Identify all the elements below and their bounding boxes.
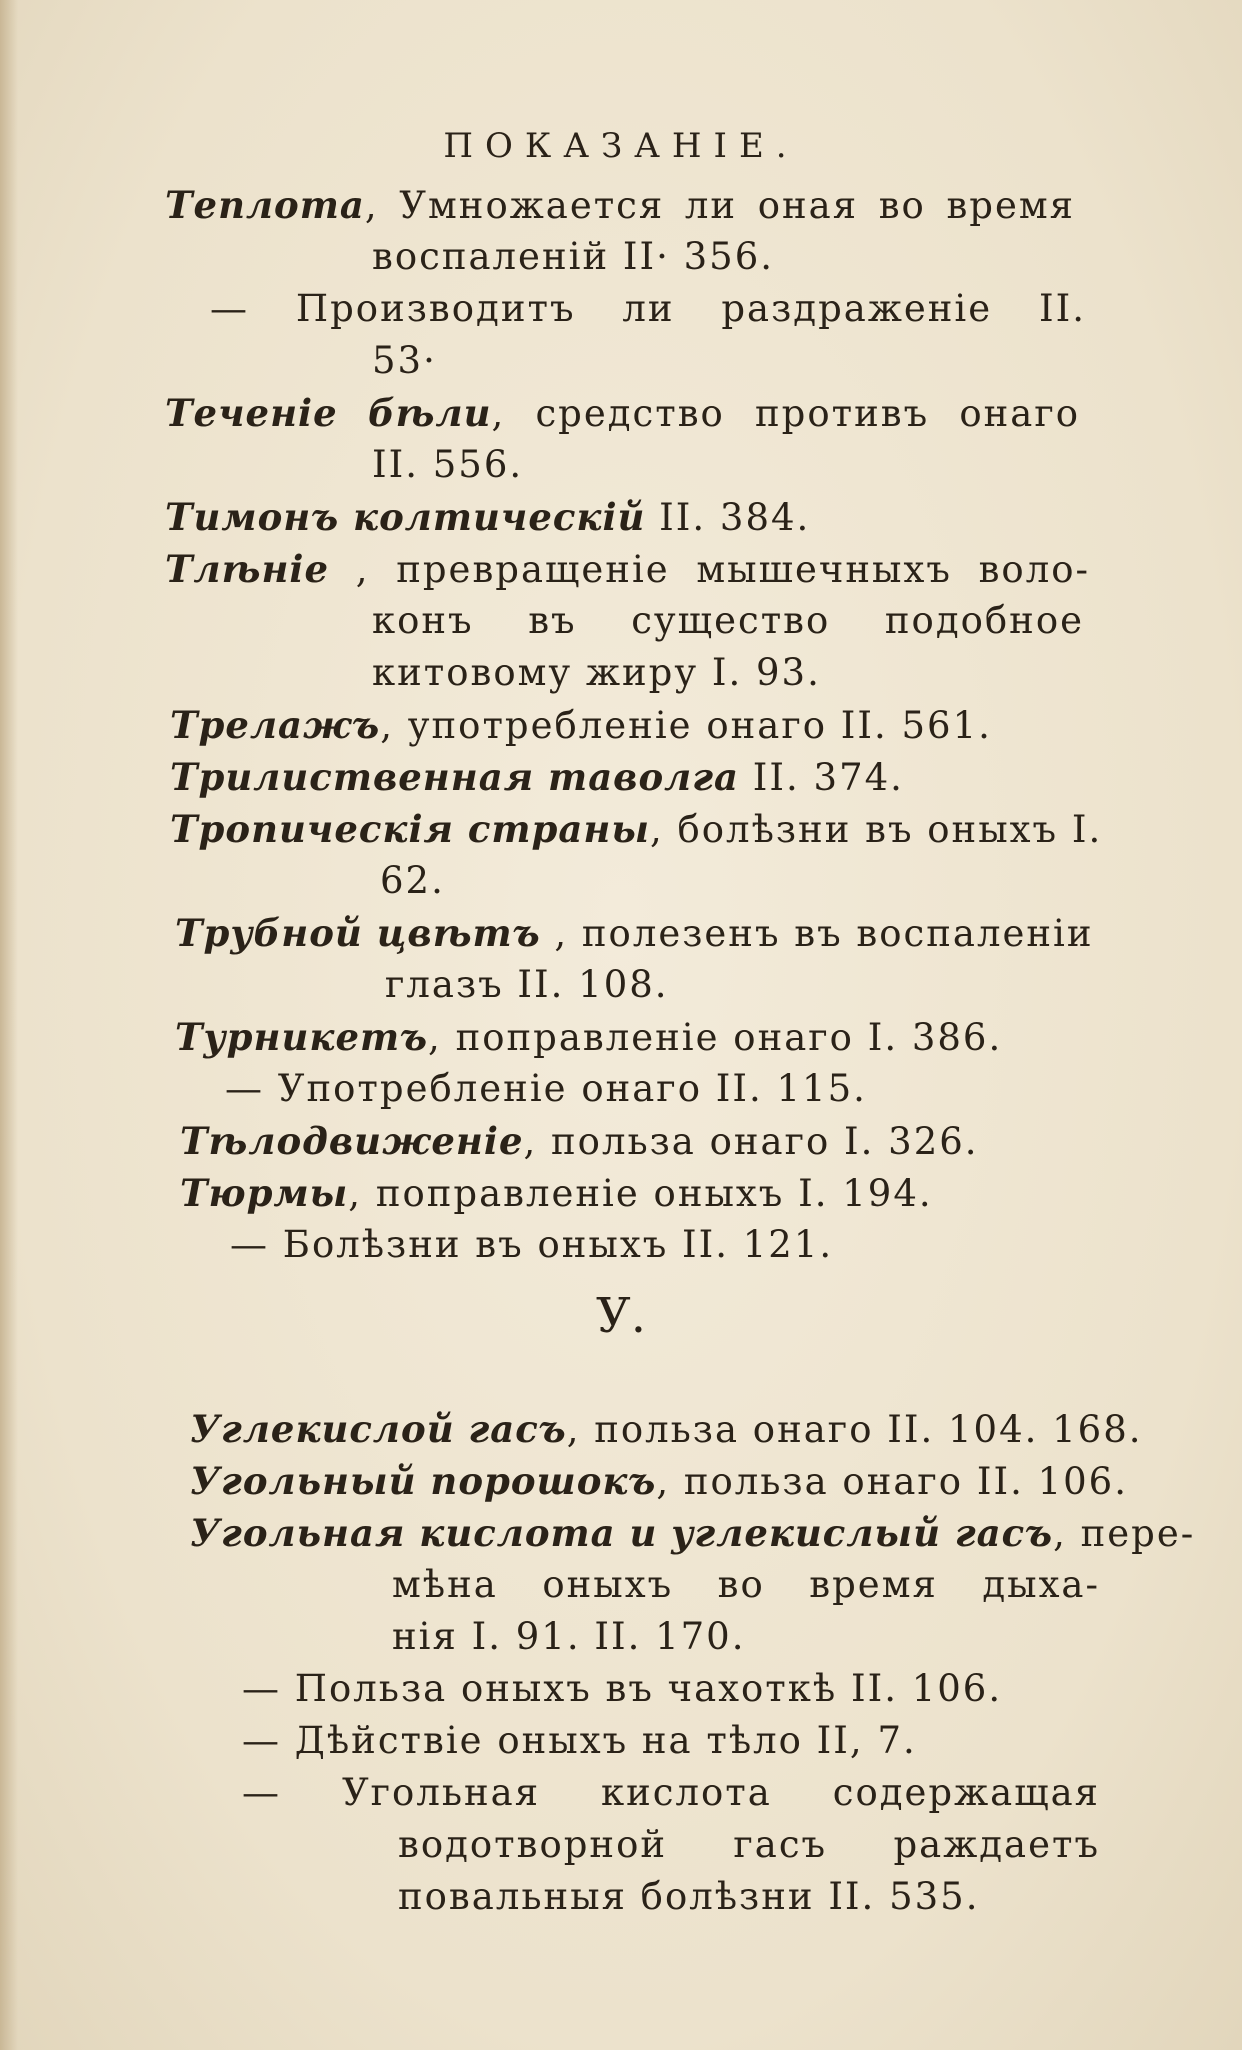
entry-headword: Тимонъ колтическій bbox=[165, 495, 646, 539]
index-line bbox=[190, 1404, 1143, 1455]
entry-text: воспаленій II· 356. bbox=[372, 235, 775, 278]
index-line bbox=[210, 284, 1086, 334]
entry-text: — Производитъ ли раздраженіе II. bbox=[210, 287, 1086, 330]
entry-headword: Трилиственная таволга bbox=[170, 755, 740, 799]
entry-text: , полезенъ въ воспаленіи bbox=[540, 912, 1094, 955]
index-line bbox=[372, 596, 1084, 646]
index-line bbox=[190, 1456, 1128, 1507]
entry-text: — Болѣзни въ оныхъ II. 121. bbox=[230, 1223, 834, 1266]
index-line bbox=[225, 1064, 867, 1114]
section-letter: У. bbox=[596, 1288, 646, 1344]
entry-text: , Умножается ли оная во время bbox=[364, 184, 1075, 227]
index-line bbox=[372, 440, 523, 490]
page-edge-shadow bbox=[0, 0, 18, 2050]
entry-headword: Тюрмы bbox=[180, 1171, 349, 1215]
entry-text: китовому жиру I. 93. bbox=[372, 651, 821, 694]
entry-text: конъ въ существо подобное bbox=[372, 599, 1084, 642]
index-line bbox=[165, 388, 1080, 439]
index-line bbox=[165, 544, 1090, 595]
entry-headword: Турникетъ bbox=[175, 1015, 429, 1059]
index-line bbox=[398, 1820, 1100, 1870]
index-line bbox=[175, 1012, 1002, 1063]
index-line bbox=[372, 232, 774, 282]
entry-headword: Теченіе бѣли bbox=[165, 391, 492, 435]
entry-headword: Угольная кислота и углекислый гасъ bbox=[190, 1511, 1054, 1555]
entry-text: нія I. 91. II. 170. bbox=[392, 1615, 746, 1658]
index-line bbox=[372, 336, 437, 386]
index-line bbox=[372, 648, 821, 698]
index-line bbox=[242, 1664, 1002, 1714]
entry-text: , поправленіе онаго I. 386. bbox=[428, 1016, 1003, 1059]
entry-text: мѣна оныхъ во время дыха- bbox=[392, 1563, 1100, 1606]
index-line bbox=[230, 1220, 833, 1270]
index-line bbox=[170, 804, 1103, 855]
entry-headword: Тлѣніе bbox=[165, 547, 330, 591]
entry-headword: Трубной цвѣтъ bbox=[175, 911, 541, 955]
entry-text: , употребленіе онаго II. 561. bbox=[380, 704, 992, 747]
index-line bbox=[175, 908, 1094, 959]
entry-text: II. 556. bbox=[372, 443, 524, 486]
running-head: ПОКАЗАНІЕ. bbox=[443, 126, 799, 166]
entry-text: , превращеніе мышечныхъ воло- bbox=[329, 548, 1090, 591]
index-line bbox=[242, 1716, 917, 1766]
index-line bbox=[392, 1560, 1100, 1610]
entry-text: — Угольная кислота содержащая bbox=[242, 1771, 1100, 1814]
entry-text: водотворной гасъ раждаетъ bbox=[398, 1823, 1100, 1866]
index-line bbox=[170, 752, 904, 803]
index-line bbox=[398, 1872, 979, 1922]
entry-headword: Трелажъ bbox=[170, 703, 381, 747]
index-line bbox=[385, 960, 669, 1010]
entry-text: 53· bbox=[372, 339, 437, 382]
index-line bbox=[180, 1168, 933, 1219]
index-line bbox=[170, 700, 992, 751]
entry-text: , средство противъ онаго bbox=[491, 392, 1080, 435]
entry-text: глазъ II. 108. bbox=[385, 963, 669, 1006]
entry-text: , поправленіе оныхъ I. 194. bbox=[348, 1172, 933, 1215]
entry-text: , болѣзни въ оныхъ I. bbox=[649, 808, 1103, 851]
entry-headword: Тропическія страны bbox=[170, 807, 650, 851]
entry-text: II. 384. bbox=[645, 496, 811, 539]
entry-text: II. 374. bbox=[739, 756, 904, 799]
entry-text: , польза онаго II. 104. 168. bbox=[566, 1408, 1143, 1451]
index-line bbox=[165, 492, 810, 543]
index-line bbox=[190, 1508, 1196, 1559]
entry-text: , пере- bbox=[1053, 1512, 1196, 1555]
entry-text: — Дѣйствіе оныхъ на тѣло II, 7. bbox=[242, 1719, 917, 1762]
index-line bbox=[392, 1612, 745, 1662]
index-line bbox=[165, 180, 1075, 231]
entry-headword: Углекислой гасъ bbox=[190, 1407, 567, 1451]
entry-text: , польза онаго II. 106. bbox=[656, 1460, 1128, 1503]
entry-text: повальныя болѣзни II. 535. bbox=[398, 1875, 980, 1918]
entry-text: 62. bbox=[380, 859, 445, 902]
entry-text: — Польза оныхъ въ чахоткѣ II. 106. bbox=[242, 1667, 1003, 1710]
entry-text: — Употребленіе онаго II. 115. bbox=[225, 1067, 867, 1110]
index-line bbox=[242, 1768, 1100, 1818]
index-line bbox=[180, 1116, 979, 1167]
index-line bbox=[380, 856, 445, 906]
entry-text: , польза онаго I. 326. bbox=[523, 1120, 979, 1163]
entry-headword: Теплота bbox=[165, 183, 365, 227]
entry-headword: Тѣлодвиженіе bbox=[180, 1119, 524, 1163]
entry-headword: Угольный порошокъ bbox=[190, 1459, 657, 1503]
